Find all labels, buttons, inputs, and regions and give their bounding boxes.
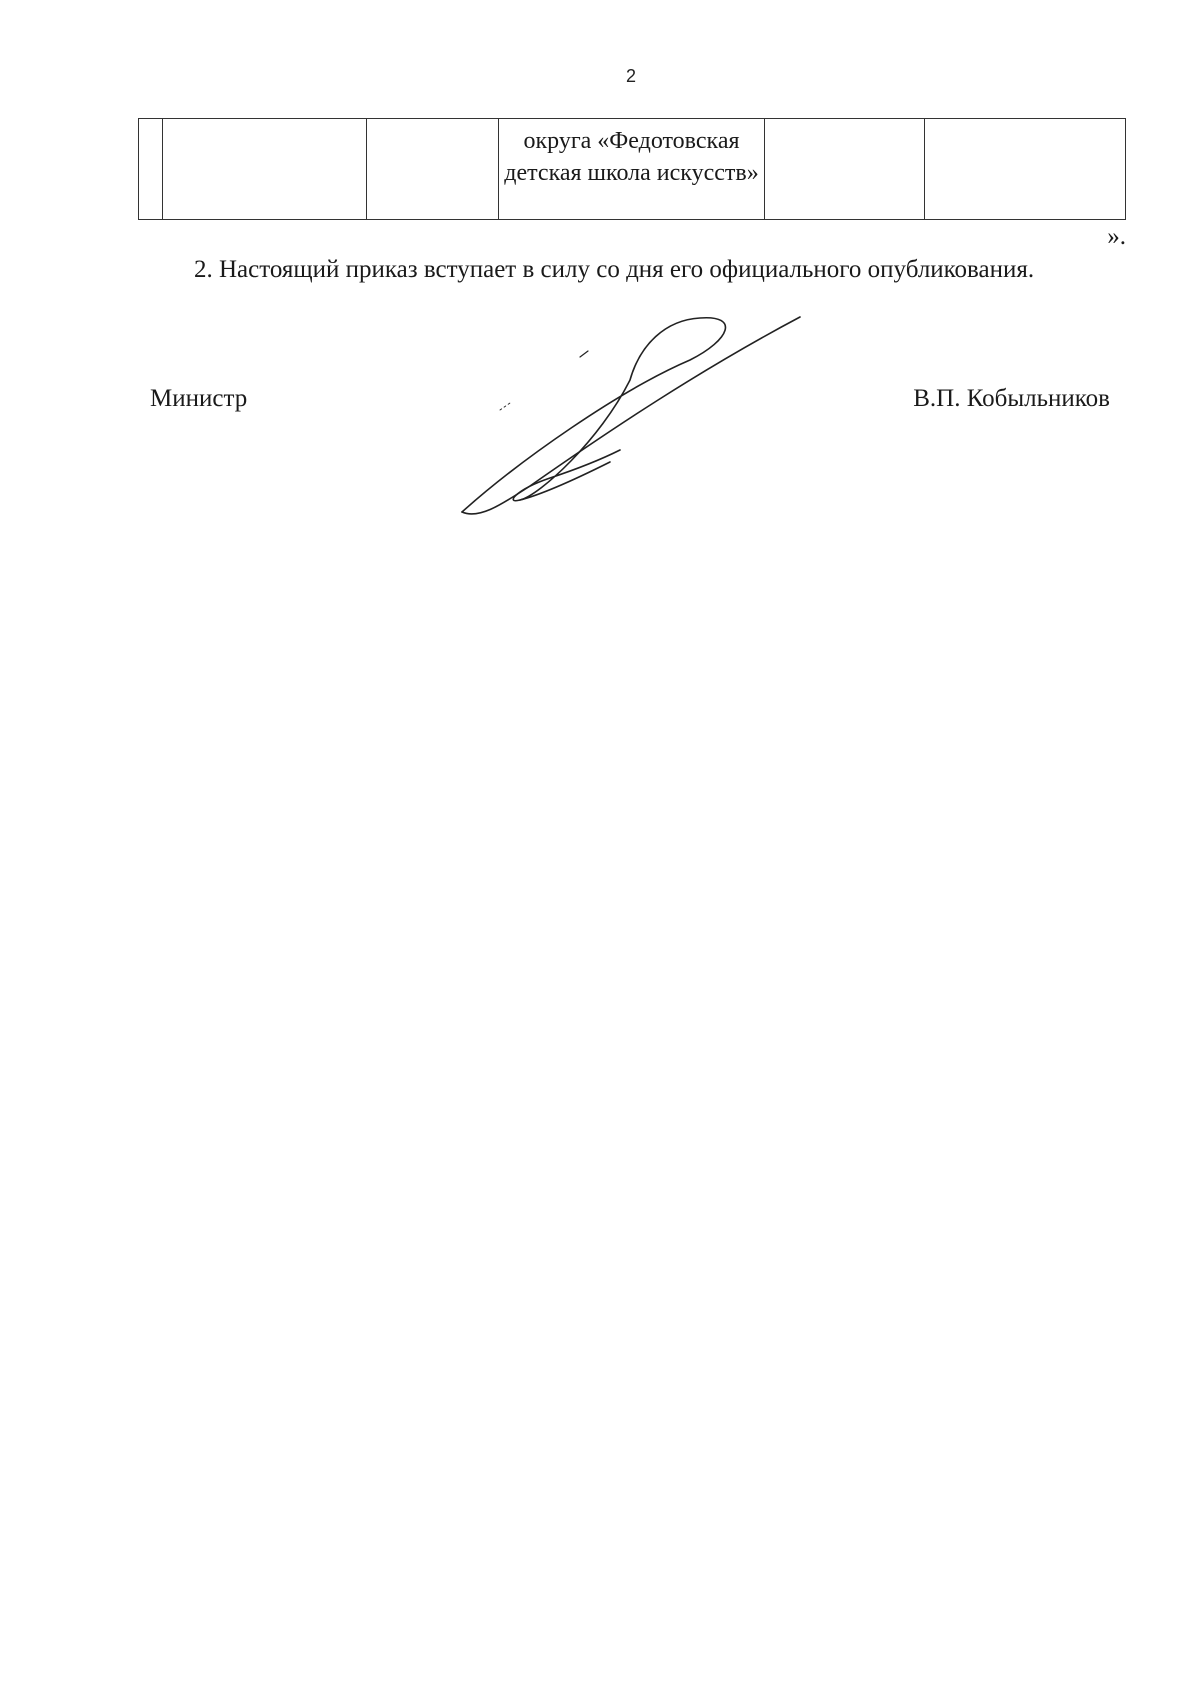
handwritten-signature <box>460 290 840 530</box>
signatory-name: В.П. Кобыльников <box>913 385 1110 412</box>
continuation-table <box>138 118 1126 220</box>
table-row <box>139 119 1126 220</box>
table-cell <box>765 119 925 220</box>
closing-quote: ». <box>1107 223 1126 250</box>
table-cell <box>925 119 1126 220</box>
page-number: 2 <box>625 66 636 86</box>
table-cell <box>139 119 163 220</box>
signatory-role: Министр <box>150 385 248 412</box>
table-cell <box>163 119 367 220</box>
table-cell-organization: округа «Федотовская детская школа искусств» <box>499 119 765 220</box>
table-cell <box>367 119 499 220</box>
paragraph-effective-date: 2. Настоящий приказ вступает в силу со дня его официального опубликования. <box>194 256 1035 283</box>
